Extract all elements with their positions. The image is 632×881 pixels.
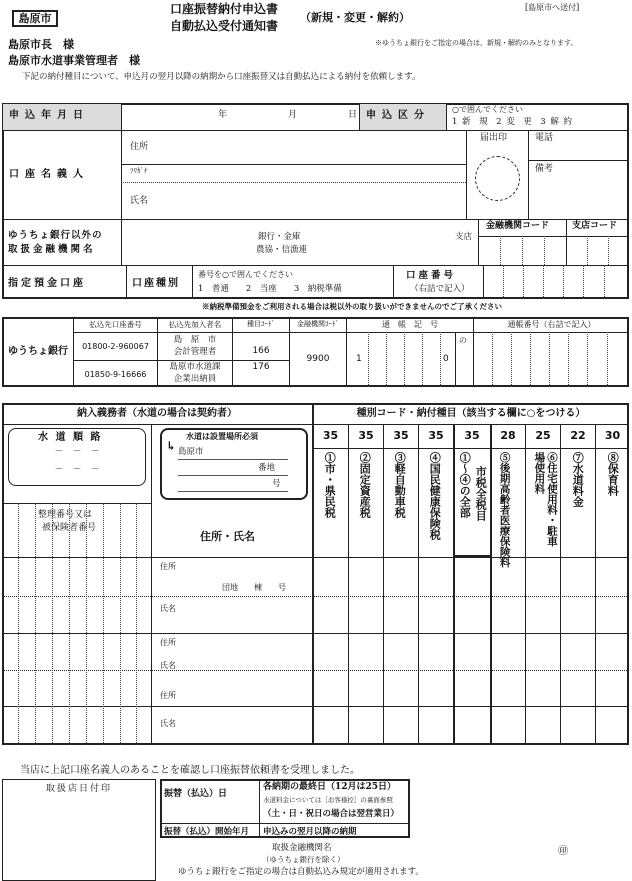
yucho-r2-name1: 島原市水道課: [169, 362, 221, 372]
row2-address-label: 住所: [160, 638, 176, 647]
form-title-1: 口座振替納付申込書: [170, 2, 279, 16]
addressee-mayor: 島原市長 様: [8, 38, 74, 51]
row2-name-label: 氏名: [160, 661, 176, 670]
date-month: 月: [288, 110, 298, 120]
item-kokuho: ④国民健康保険税: [428, 452, 442, 540]
bank-types: 銀行・金庫: [258, 232, 301, 242]
yucho-h-number: 通帳番号（右詰で記入）: [507, 320, 596, 329]
row3-address-label: 住所: [160, 691, 176, 700]
account-type-hint: 番号を○で囲んでください: [198, 270, 293, 279]
item-suido: ⑦水道料金: [571, 452, 585, 507]
row3-name-label: 氏名: [160, 719, 176, 728]
start-label: 振替（払込）開始年月: [164, 827, 250, 837]
kubun-label: 申込区分: [366, 110, 430, 121]
date-day: 日: [348, 110, 358, 120]
address-label: 住所: [130, 142, 149, 152]
transfer-label: 振替（払込）日: [164, 789, 228, 799]
code-7: 25: [535, 429, 551, 442]
footer-text: ゆうちょ銀行をご指定の場合は自動払込み規定が適用されます。: [178, 867, 424, 877]
seal-mark-icon: ㊞: [558, 846, 568, 857]
code-6: 28: [500, 429, 516, 442]
yucho-h-name: 払込先加入者名: [168, 320, 222, 329]
institution-note: （ゆうちょ銀行を除く）: [262, 855, 345, 864]
seiri-label-2: 被保険者番号: [42, 523, 97, 533]
yucho-r1-code: 166: [252, 346, 270, 356]
yucho-r1-name2: 会計管理者: [173, 347, 217, 357]
item-shikenmin: ①市・県民税: [323, 452, 337, 518]
item-all: ①〜④の全部: [458, 452, 472, 518]
yucho-no-mark: の: [459, 336, 467, 345]
bank-types-2: 農協・信漁連: [256, 245, 308, 255]
yucho-number-input[interactable]: [474, 333, 628, 386]
remarks-label: 備考: [535, 164, 554, 174]
tax-note: ※納税準備預金をご利用される場合は税以外の取り扱いができませんのでご了承ください: [202, 302, 502, 311]
payer-header: 納入義務者（水道の場合は契約者）: [77, 408, 237, 419]
transfer-note: 水道料金については［お客様控］の裏面参照: [263, 796, 393, 804]
code-8: 22: [570, 429, 586, 442]
start-value: 申込みの翌月以降の納期: [263, 827, 357, 837]
yucho-h-code: 種目ｺｰﾄﾞ: [247, 320, 275, 328]
yucho-label: ゆうちょ銀行: [8, 346, 68, 357]
date-input-area[interactable]: [122, 104, 359, 130]
item-koki: ⑤後期高齢者医療保険料: [498, 452, 511, 568]
item-hoiku: ⑧保育料: [606, 452, 620, 496]
water-route-dash-2: － － －: [54, 465, 100, 475]
name-label: 氏名: [130, 196, 149, 206]
circle-area[interactable]: [313, 449, 628, 556]
arrow-icon: ↳: [166, 439, 177, 453]
transfer-value: 各納期の最終日（12月は25日）: [263, 782, 397, 792]
seiri-label-1: 整理番号又は: [38, 510, 93, 520]
form-title-2: 自動払込受付通知書: [170, 19, 279, 33]
institution-label: 取扱金融機関名: [272, 843, 332, 853]
item-keijidosha: ③軽自動車税: [393, 452, 407, 518]
account-no-input[interactable]: [484, 266, 628, 298]
place-city: 島原市: [178, 447, 204, 457]
bank-code-label: 金融機関コード: [486, 221, 550, 231]
code-9: 30: [604, 429, 621, 442]
furigana-label: ﾌﾘｶﾞﾅ: [130, 167, 148, 175]
branch-code-label: 支店コード: [572, 221, 618, 231]
code-4: 35: [428, 429, 444, 442]
yucho-r2-code: 176: [252, 362, 270, 372]
name-input[interactable]: [158, 184, 463, 216]
yucho-bank-code: 9900: [306, 354, 330, 364]
bank-name-input[interactable]: [124, 221, 474, 263]
item-jutaku: ⑥住宅使用料・駐車場使用料: [533, 452, 558, 547]
row1-danchi: 団地 棟 号: [222, 583, 286, 592]
code-1: 35: [322, 429, 339, 442]
account-type-label: 口座種別: [132, 278, 180, 289]
yucho-r1-account: 01800-2-960067: [82, 342, 149, 351]
yucho-r1-name1: 島 原 市: [173, 335, 217, 345]
code-2: 35: [358, 429, 374, 442]
items-header: 種別コード・納付種目（該当する欄に○をつける）: [356, 408, 586, 419]
intro-text: 下記の納付種目について、申込月の翌月以降の納期から口座振替又は自動払込による納付を依頼します。: [22, 72, 421, 82]
kubun-options[interactable]: 1 新 規 2 変 更 3 解 約: [452, 117, 573, 127]
holder-label: 口座名義人: [9, 169, 89, 180]
row1-name-label: 氏名: [160, 604, 176, 613]
address-input[interactable]: [158, 134, 463, 162]
form-title-type: （新規・変更・解約）: [300, 11, 410, 24]
bank-label-2: 取扱金融機関名: [8, 244, 96, 255]
code-3: 35: [393, 429, 409, 442]
row1-address-label: 住所: [160, 562, 176, 571]
yucho-r2-name2: 企業出納員: [173, 374, 217, 384]
deposit-label: 指定預金口座: [8, 278, 86, 289]
place-banchi: 番地: [258, 463, 276, 473]
water-route-input[interactable]: [10, 445, 144, 483]
place-go: 号: [272, 479, 281, 489]
yucho-h-account: 払込先口座番号: [89, 320, 142, 329]
confirm-text: 当店に上記口座名義人のあることを確認し口座振替依頼書を受理しました。: [20, 765, 360, 776]
addressee-water: 島原市水道事業管理者 様: [8, 54, 140, 67]
yucho-note: ※ゆうちょ銀行をご指定の場合は、新規・解約のみとなります。: [375, 39, 578, 47]
water-place-title: 水道は設置場所必須: [186, 432, 258, 441]
code-5: 35: [464, 429, 480, 442]
item-kotei: ②固定資産税: [358, 452, 372, 518]
item-shizei-all: 市税全税目: [474, 466, 488, 521]
addr-name-label: 住所・氏名: [200, 530, 255, 543]
water-route-label: 水 道 順 路: [38, 432, 103, 443]
kubun-hint: ○で囲んでください: [452, 105, 523, 114]
city-box: 島原市: [12, 10, 58, 27]
send-to-label: [島原市へ送付]: [525, 3, 580, 12]
yucho-h-bank: 金融機関ｺｰﾄﾞ: [297, 320, 339, 328]
date-label: 申込年月日: [9, 110, 89, 121]
branch-label: 支店: [455, 232, 473, 242]
seal-label: 届出印: [480, 133, 508, 143]
seal-circle[interactable]: [475, 156, 520, 201]
account-no-hint: （右詰で記入）: [410, 284, 470, 294]
account-no-label: 口座番号: [406, 270, 457, 281]
water-route-dash-1: － － －: [54, 447, 100, 457]
phone-label: 電話: [535, 133, 554, 143]
stamp-label: 取扱店日付印: [45, 784, 112, 794]
transfer-holiday: （土・日・祝日の場合は翌営業日）: [263, 809, 400, 819]
yucho-h-symbol: 通 帳 記 号: [382, 320, 438, 329]
yucho-symbol-last: 0: [443, 354, 449, 364]
bank-label-1: ゆうちょ銀行以外の: [8, 230, 103, 241]
yucho-symbol-first: 1: [356, 354, 362, 364]
account-type-options[interactable]: 1 普通 2 当座 3 納税準備: [198, 284, 342, 294]
yucho-r2-account: 01850-9-16666: [84, 370, 147, 379]
date-year: 年: [218, 110, 228, 120]
water-place-input[interactable]: [176, 445, 304, 495]
